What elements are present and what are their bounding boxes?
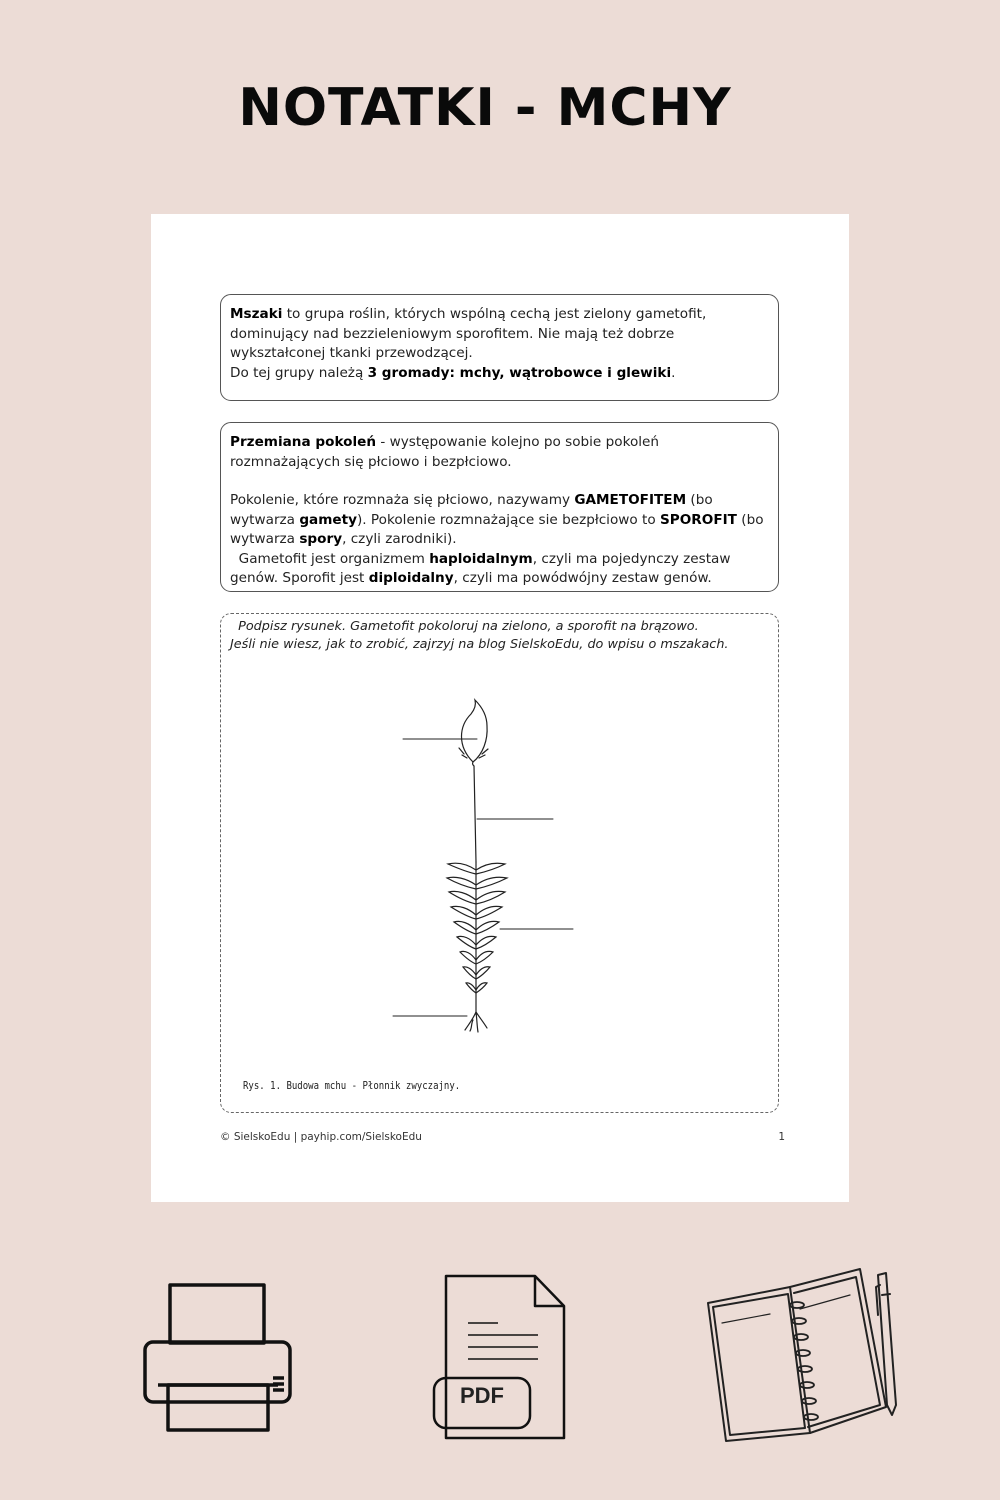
page-title: NOTATKI - MCHY bbox=[238, 78, 732, 138]
pdf-label: PDF bbox=[460, 1383, 504, 1408]
copyright-text: © SielskoEdu | payhip.com/SielskoEdu bbox=[220, 1131, 422, 1143]
printer-icon bbox=[140, 1280, 295, 1435]
pdf-file-icon bbox=[432, 1273, 567, 1441]
moss-plant-illustration bbox=[221, 614, 780, 1114]
page-footer bbox=[220, 1131, 785, 1143]
definition-box-mszaki: Mszaki to grupa roślin, których wspólną cechą jest zielony gametofit, dominujący nad bezzieleniowym sporofitem. Nie mają też dobrze wykształconej tkanki przewodzącej. Do tej grupy należą 3 gromady: mchy, wątrobowce i glewiki. bbox=[220, 294, 779, 401]
leaves bbox=[447, 863, 507, 993]
format-icons-row bbox=[0, 1260, 1000, 1460]
instruction-line-1: Podpisz rysunek. Gametofit pokoloruj na zielono, a sporofit na brązowo. bbox=[238, 619, 699, 634]
figure-caption: Rys. 1. Budowa mchu - Płonnik zwyczajny. bbox=[243, 1079, 461, 1092]
notebook-pen-icon bbox=[700, 1265, 905, 1445]
definition-box-przemiana: Przemiana pokoleń - występowanie kolejno po sobie pokoleń rozmnażających się płciowo i bezpłciowo. Pokolenie, które rozmnaża się płciowo, nazywamy GAMETOFITEM (bo wytwarza gamety). Pokolenie rozmnażające sie bezpłciowo to SPOROFIT (bo wytwarza spory, czyli zarodniki). Gametofit jest organizmem haploidalnym, czyli ma pojedynczy zestaw genów. Sporofit jest diploidalny, czyli ma powódwójny zestaw genów. bbox=[220, 422, 779, 592]
drawing-exercise-box bbox=[220, 613, 779, 1113]
term-mszaki: Mszaki bbox=[230, 306, 283, 322]
worksheet-page bbox=[151, 214, 849, 1202]
term-przemiana: Przemiana pokoleń bbox=[230, 434, 377, 450]
instruction-line-2: Jeśli nie wiesz, jak to zrobić, zajrzyj na blog SielskoEdu, do wpisu o mszakach. bbox=[230, 637, 729, 652]
seta-stalk bbox=[474, 766, 476, 862]
rhizoids bbox=[465, 1012, 487, 1032]
page-number: 1 bbox=[778, 1131, 785, 1143]
